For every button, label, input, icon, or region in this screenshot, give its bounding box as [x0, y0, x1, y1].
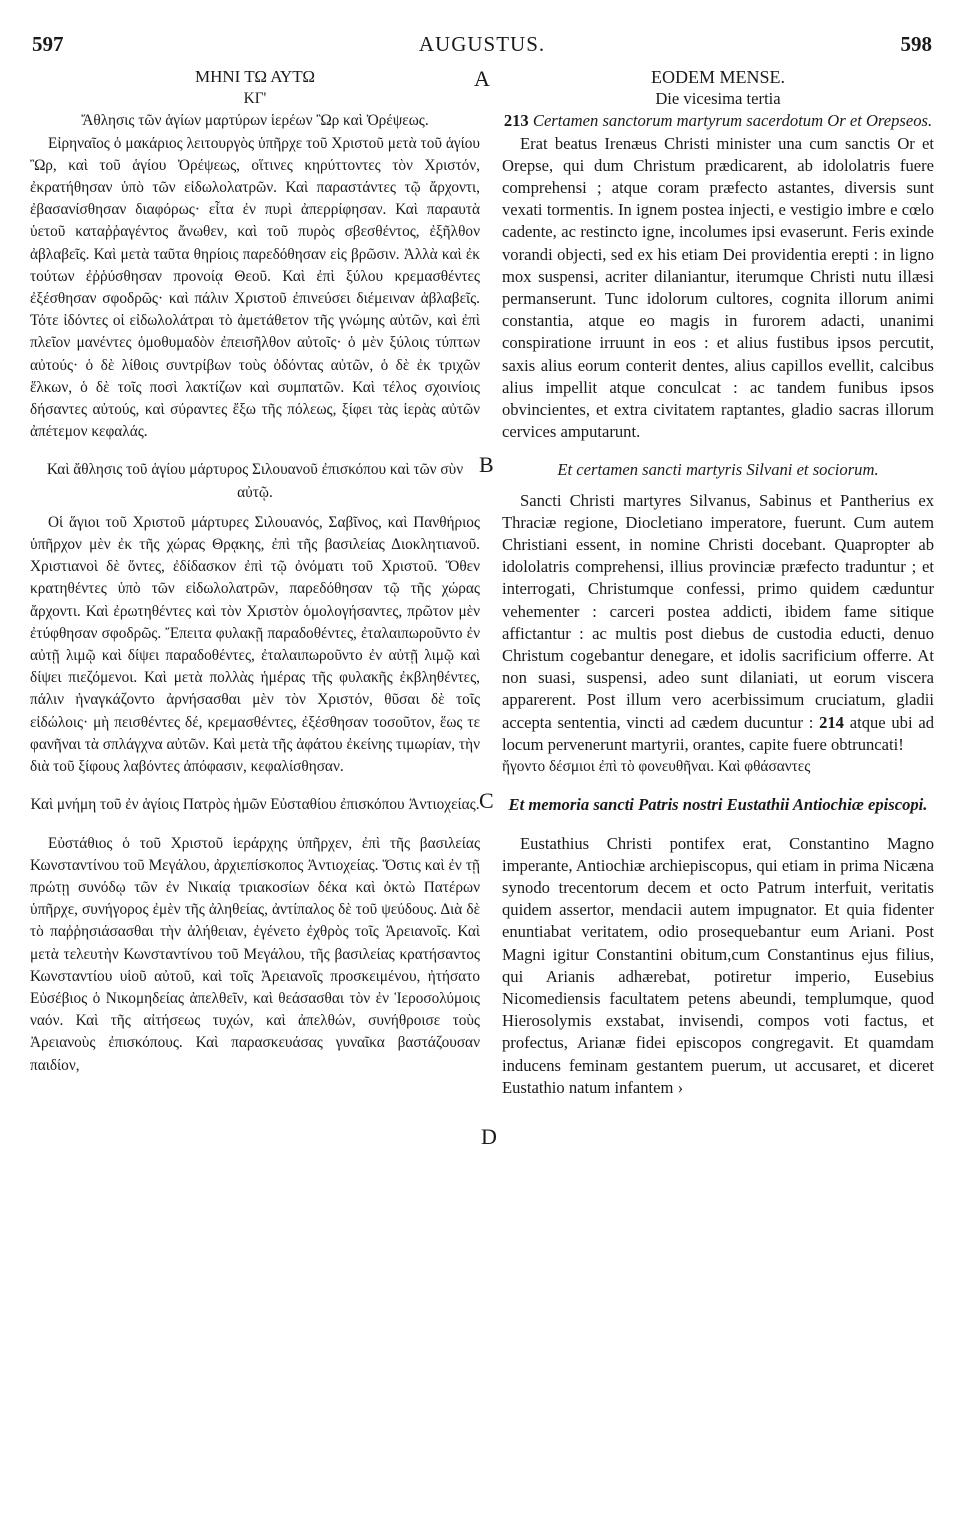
section-day-latin: Die vicesima tertia [655, 89, 781, 109]
body-eustathius-latin: Eustathius Christi pontifex erat, Constantino Magno imperante, Antiochiæ archiepiscopus, qui etiam in prima Nicæna synodo trecentorum decem et octo Patrum interfuit, veritatis quidem assertor, mendacii autem impugnator. Et quia fidenter enuntiabat veritatem, odio prosequebantur eum Ariani. Post Magni igitur Constantini obitum,cum Constantinus ejus filius, qui Arianis adhærebat, potiretur imperio, Eusebius Nicomediensis facultatem petens abeundi, templumque, quod Hierosolymis exstabat, invisendi, compos voti factus, et profectus, Arianæ fidei episcopos congregavit. Et quamdam inducens feminam gestantem puerum, ut accusaret, et diceret Eustathio natum infantem › [502, 833, 934, 1097]
section-day-greek: ΚΓ' [243, 90, 267, 108]
greek-overflow-line: ἤγοντο δέσμιοι ἐπὶ τὸ φονευθῆναι. Καὶ φθάσαντες [502, 758, 811, 776]
heading-eustathius-greek: Καὶ μνήμη τοῦ ἐν ἁγίοις Πατρὸς ἡμῶν Εὐσταθίου ἐπισκόπου Ἀντιοχείας. [30, 796, 480, 814]
body-silvanus-latin-end: atque ubi ad locum pervenerunt martyrii, orantes, capite fuere obtruncati! [502, 712, 934, 754]
paragraph-number-213: 213 [503, 111, 529, 131]
page-number-left: 597 [32, 32, 64, 56]
margin-marker-d: D [481, 1124, 497, 1149]
page-number-right: 598 [900, 32, 932, 56]
section-title-greek: ΜΗΝΙ ΤΩ ΑΥΤΩ [195, 67, 315, 86]
running-title: AUGUSTUS. [418, 32, 546, 56]
section-title-latin: EODEM MENSE. [651, 67, 785, 87]
heading-eustathius-latin: Et memoria sancti Patris nostri Eustathii Antiochiæ episcopi. [508, 795, 928, 815]
margin-marker-a: A [474, 66, 490, 91]
heading-or-orepses-greek: Ἄθλησις τῶν ἁγίων μαρτύρων ἱερέων Ὢρ καὶ Ὀρέψεως. [81, 112, 429, 130]
body-or-orepses-greek: Εἰρηναῖος ὁ μακάριος λειτουργὸς ὑπῆρχε τοῦ Χριστοῦ μετὰ τοῦ ἁγίου Ὢρ, καὶ τοῦ ἁγίου Ὀρέψεως, οἵτινες κηρύττοντες τὸν Χριστόν, ἐκρατήθησαν ὑπὸ τῶν εἰδωλολατρῶν. Καὶ παραστάντες τῷ ἄρχοντι, ἐβασανίσθησαν διαφόρως· εἶτα ἐν πυρὶ ἀπερρίφησαν. Καὶ παραυτὰ ὑετοῦ καταῤῥαγέντος ἄνωθεν, καὶ τοῦ πυρὸς σβεσθέντος, ἐξῆλθον ἀβλαβεῖς. Καὶ μετὰ ταῦτα θηρίοις παρεδόθησαν εἰς βρῶσιν. Ἀλλὰ καὶ ἐκ τούτων ἐῤῥύσθησαν προνοίᾳ Θεοῦ. Καὶ ἐπὶ ξύλου κρεμασθέντες ἐξέσθησαν σφοδρῶς· καὶ πάλιν Χριστοῦ ἐπινεύσει διέμειναν ἀβλαβεῖς. Τότε ἰδόντες οἱ εἰδωλολάτραι τὸ ἀμετάθετον τῆς γνώμης αὐτῶν, καὶ ἐπὶ πλεῖον μανέντες ὁμοθυμαδὸν ἐπεισῆλθον αὐτοῖς· ὁ μὲν ξύλοις τύπτων αὐτούς· ὁ δὲ λίθοις συντρίβων τοὺς ὀδόντας αὐτῶν, ὁ δὲ ἐκ τριχῶν ἕλκων, ὁ δὲ τοῖς ποσὶ λακτίζων καὶ συμπατῶν. Καὶ τέλος σχοινίοις δήσαντες αὐτούς, καὶ σύραντες ἔξω τῆς πόλεως, ξίφει τὰς ἱερὰς αὐτῶν ἀπέτεμον κεφαλάς. [30, 134, 480, 441]
greek-column [30, 66, 480, 1077]
body-silvanus-latin: Sancti Christi martyres Silvanus, Sabinus et Pantherius ex Thraciæ regione, Diocletiano imperatore, fuerunt. Cum autem Christiani essent, in nomine Christi docebant. Quapropter ab idololatris comprehensi, illius provinciæ præfecto traduntur ; et interrogati, Christumque confessi, primo quidem cæduntur vehementer : carceri postea addicti, ibidem fame sitique affictantur : ac multis post diebus de custodia educti, denuo Christum cogebantur denegare, et idolis sacrificium offerre. At non suasi, suspensi, adeo sunt dilaniati, ut eorum viscera apparerent. Post illum vero acerbissimum cruciatum, gladii accepta sententia, vincti ad cædem ducuntur : [502, 490, 934, 732]
page-header [32, 32, 932, 62]
paragraph-number-214: 214 [819, 712, 844, 732]
heading-or-orepses-latin: Certamen sanctorum martyrum sacerdotum Or et Orepseos. [532, 111, 933, 131]
heading-silvanus-greek: Καὶ ἄθλησις τοῦ ἁγίου μάρτυρος Σιλουανοῦ ἐπισκόπου καὶ τῶν σὺν αὐτῷ. [46, 461, 464, 501]
margin-marker-b: B [479, 452, 494, 477]
margin-marker-c: C [479, 788, 494, 813]
latin-column [502, 66, 934, 1099]
heading-silvanus-latin: Et certamen sancti martyris Silvani et sociorum. [557, 460, 879, 480]
body-eustathius-greek: Εὐστάθιος ὁ τοῦ Χριστοῦ ἱεράρχης ὑπῆρχεν, ἐπὶ τῆς βασιλείας Κωνσταντίνου τοῦ Μεγάλου, ἀρχιεπίσκοπος Ἀντιοχείας. Ὅστις καὶ ἐν τῇ πρώτῃ συνόδῳ τῶν ἐν Νικαίᾳ τριακοσίων δέκα καὶ ὀκτὼ Πατέρων ὑπῆρχε, συνήγορος ἐμὲν τῆς ἀληθείας, ἀντίπαλος δὲ τοῦ ψεύδους. Διὰ δὲ τὸ παῤῥησιάσασθαι τὴν ἀλήθειαν, ἐγένετο ἐχθρὸς τοῖς Ἀρειανοῖς. Καὶ μετὰ τελευτὴν Κωνσταντίνου τοῦ Μεγάλου, τῆς βασιλείας κρατήσαντος Κωνσταντίου υἱοῦ αὐτοῦ, καὶ τοῖς Ἀρειανοῖς προσκειμένου, ἠτήσατο Εὐσέβιος ὁ Νικομηδείας ἀπελθεῖν, καὶ θεάσασθαι τὸν ἐν Ἱεροσολύμοις ναόν. Καὶ τῆς αἰτήσεως τυχών, καὶ ἀπελθών, συνήθροισε τοὺς Ἀρειανοὺς ἐπισκόπους. Καὶ παρασκευάσας γυναῖκα βαστάζουσαν παιδίον, [30, 834, 480, 1074]
body-or-orepses-latin: Erat beatus Irenæus Christi minister una cum sanctis Or et Orepse, qui dum Christum prædicarent, ab idololatris fuere comprehensi ; atque coram præfecto astantes, diversis sunt vexati tormentis. In ignem postea injecti, e vestigio imbre e cœlo cadente, ac restincto igne, incolumes ipsi evaserunt. Feris exinde vorandi objecti, sed ex his etiam Dei providentia erepti : in ligno mox suspensi, acriter dilaniantur, iterumque Christi nutu illæsi permanserunt. Tunc idolorum cultores, cognita illorum animi constantia, atque eo magis in furorem adacti, unanimi conspiratione irruunt in eos : et alius fustibus ipsos percutit, saxis alius eorum conterit dentes, alius capillos evellit, calcibus alius impellit atque conculcat : ac tandem funibus ipsos obvincientes, et extra civitatem raptantes, gladio sacras illorum cervices amputarunt. [502, 133, 934, 442]
body-silvanus-greek: Οἱ ἅγιοι τοῦ Χριστοῦ μάρτυρες Σιλουανός, Σαβῖνος, καὶ Πανθήριος ὑπῆρχον μὲν ἐκ τῆς χώρας Θρᾳκης, ἐπὶ τῆς βασιλείας Διοκλητιανοῦ. Χριστιανοὶ δὲ ὄντες, ἐδίδασκον ἐπὶ τῷ ὀνόματι τοῦ Χριστοῦ. Ὅθεν κρατηθέντες ὑπὸ τῶν εἰδωλολατρῶν, παρεδόθησαν τῷ τῆς χώρας ἄρχοντι. Καὶ ἐρωτηθέντες καὶ τὸν Χριστὸν ὁμολογήσαντες, πρῶτον μὲν ἐτύφθησαν σφοδρῶς. Ἔπειτα φυλακῇ παραδοθέντες, ἐταλαιπωροῦντο ἐν αὐτῇ λιμῷ καὶ δίψει παραδοθέντες, ἐταλαιπωροῦντο ἐν αὐτῇ λιμῷ καὶ δίψει πιεζόμενοι. Καὶ μετὰ πολλὰς ἡμέρας τῆς φυλακῆς ἐκβληθέντες, πάλιν ἠναγκάζοντο ἀρνήσασθαι μὲν τὸν Χριστόν, θῦσαι δὲ τοῖς εἰδώλοις· μὴ πεισθέντες δέ, κρεμασθέντες, ἐξέσθησαν τοσοῦτον, ἕως τε φανῆναι τὰ σπλάγχνα αὐτῶν. Καὶ μετὰ τῆς ἀφάτου ἐκείνης τιμωρίαν, τὴν διὰ τοῦ ξίφους λαβόντες ἀπόφασιν, κεφαλίσθησαν. [30, 513, 480, 776]
